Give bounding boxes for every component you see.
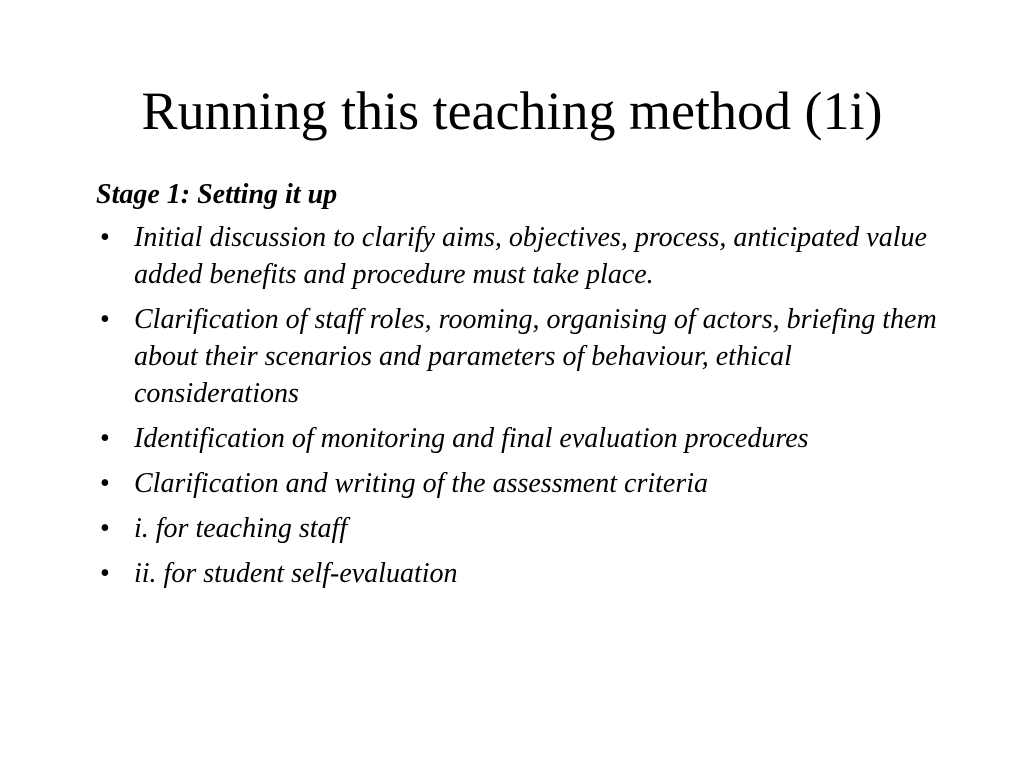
bullet-item: [96, 219, 946, 293]
bullet-text: Clarification of staff roles, rooming, organising of actors, briefing them about their scenarios and parameters of behaviour, ethical considerations: [134, 304, 937, 409]
bullet-text: Identification of monitoring and final evaluation procedures: [134, 423, 809, 454]
bullet-item: [96, 465, 946, 502]
bullet-icon: •: [100, 558, 110, 589]
bullet-list: [96, 219, 946, 592]
slide-title: Running this teaching method (1i): [141, 81, 883, 141]
bullet-item: [96, 510, 946, 547]
bullet-item: [96, 301, 946, 412]
bullet-item: [96, 420, 946, 457]
bullet-icon: •: [100, 423, 110, 454]
bullet-text: Clarification and writing of the assessment criteria: [134, 468, 708, 499]
bullet-item: [96, 555, 946, 592]
bullet-text: ii. for student self-evaluation: [134, 558, 458, 589]
slide-content: [96, 176, 946, 600]
bullet-icon: •: [100, 222, 110, 253]
bullet-icon: •: [100, 304, 110, 335]
bullet-icon: •: [100, 468, 110, 499]
bullet-text: i. for teaching staff: [134, 513, 348, 544]
bullet-icon: •: [100, 513, 110, 544]
stage-heading: Stage 1: Setting it up: [96, 179, 338, 210]
bullet-text: Initial discussion to clarify aims, objectives, process, anticipated value added benefits and procedure must take place.: [134, 222, 927, 290]
